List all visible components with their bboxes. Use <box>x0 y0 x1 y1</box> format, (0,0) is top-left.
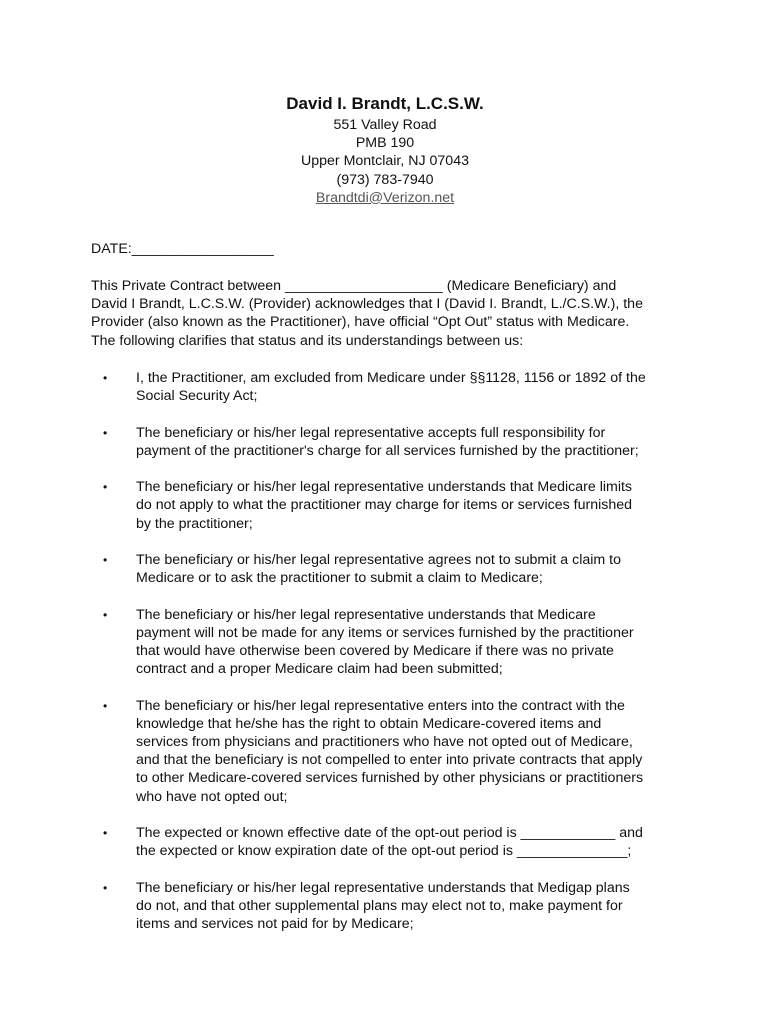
list-item-text <box>136 824 770 860</box>
terms-list <box>0 369 770 951</box>
bullet-icon: • <box>103 371 108 385</box>
list-item-line: Medicare or to ask the practitioner to submit a claim to Medicare; <box>136 570 543 587</box>
intro-line: The following clarifies that status and its understandings between us: <box>91 332 524 349</box>
list-item <box>0 424 770 460</box>
list-item-line: who have not opted out; <box>136 788 288 805</box>
list-item-line: The beneficiary or his/her legal representative understands that Medigap plans <box>136 879 630 896</box>
bullet-icon: • <box>103 552 108 567</box>
date-field: DATE:__________________ <box>91 241 274 257</box>
list-item-line: Social Security Act; <box>136 388 258 405</box>
provider-name: David I. Brandt, L.C.S.W. <box>286 94 484 113</box>
list-item-line: to other Medicare-covered services furnished by other physicians or practitioners <box>136 770 644 787</box>
list-item-line: do not apply to what the practitioner may charge for items or services furnished <box>136 497 633 514</box>
list-item <box>0 879 770 934</box>
address-city: Upper Montclair, NJ 07043 <box>301 153 469 170</box>
list-item-line: services from physicians and practitioners who have not opted out of Medicare, <box>136 733 633 750</box>
list-item-line: by the practitioner; <box>136 515 253 532</box>
list-item-line: contract and a proper Medicare claim had been submitted; <box>136 661 503 678</box>
list-item <box>0 478 770 533</box>
list-item-line: do not, and that other supplemental plans may elect not to, make payment for <box>136 897 623 914</box>
list-item-line: The beneficiary or his/her legal representative understands that Medicare limits <box>136 479 633 496</box>
list-item-line: that would have otherwise been covered by Medicare if there was no private <box>136 642 614 659</box>
list-item <box>0 824 770 860</box>
list-item-line: The beneficiary or his/her legal representative enters into the contract with the <box>136 697 625 714</box>
list-item <box>0 551 770 587</box>
list-item <box>0 606 770 679</box>
list-item-text <box>136 369 770 405</box>
address-line-1: 551 Valley Road <box>333 117 437 133</box>
list-item-text <box>136 424 770 460</box>
list-item-line: the expected or know expiration date of the opt-out period is ______________; <box>136 843 632 860</box>
list-item-line: The beneficiary or his/her legal representative agrees not to submit a claim to <box>136 551 621 568</box>
bullet-icon: • <box>103 698 108 713</box>
list-item-text <box>136 879 770 934</box>
list-item <box>0 697 770 806</box>
list-item-line: knowledge that he/she has the right to obtain Medicare-covered items and <box>136 715 602 732</box>
bullet-icon: • <box>103 425 108 440</box>
list-item-line: payment will not be made for any items or services furnished by the practitioner <box>136 624 634 641</box>
bullet-icon: • <box>103 825 108 840</box>
address-line-2: PMB 190 <box>355 135 415 152</box>
bullet-icon: • <box>103 607 108 622</box>
list-item-line: The beneficiary or his/her legal representative understands that Medicare <box>136 606 596 623</box>
list-item-text <box>136 697 770 806</box>
list-item-line: items and services not paid for by Medicare; <box>136 915 414 932</box>
intro-line: Provider (also known as the Practitioner), have official “Opt Out” status with Medicare. <box>91 314 630 331</box>
intro-line: This Private Contract between ____________________ (Medicare Beneficiary) and <box>91 278 617 294</box>
list-item-text <box>136 606 770 679</box>
list-item-text <box>136 551 770 587</box>
list-item-line: I, the Practitioner, am excluded from Medicare under §§1128, 1156 or 1892 of the <box>136 370 646 386</box>
intro-paragraph <box>91 277 691 350</box>
email-link[interactable]: Brandtdi@Verizon.net <box>315 189 455 206</box>
list-item <box>0 369 770 405</box>
list-item-text <box>136 478 770 533</box>
letterhead <box>0 93 770 207</box>
phone-number: (973) 783-7940 <box>336 171 434 188</box>
intro-line: David I Brandt, L.C.S.W. (Provider) acknowledges that I (David I. Brandt, L./C.S.W.), the <box>91 296 643 313</box>
list-item-line: and that the beneficiary is not compelled to enter into private contracts that apply <box>136 752 643 769</box>
list-item-line: payment of the practitioner's charge for all services furnished by the practitioner; <box>136 442 639 459</box>
list-item-line: The beneficiary or his/her legal representative accepts full responsibility for <box>136 424 606 441</box>
bullet-icon: • <box>103 880 108 895</box>
list-item-line: The expected or known effective date of the opt-out period is ____________ and <box>136 824 643 841</box>
bullet-icon: • <box>103 480 108 495</box>
